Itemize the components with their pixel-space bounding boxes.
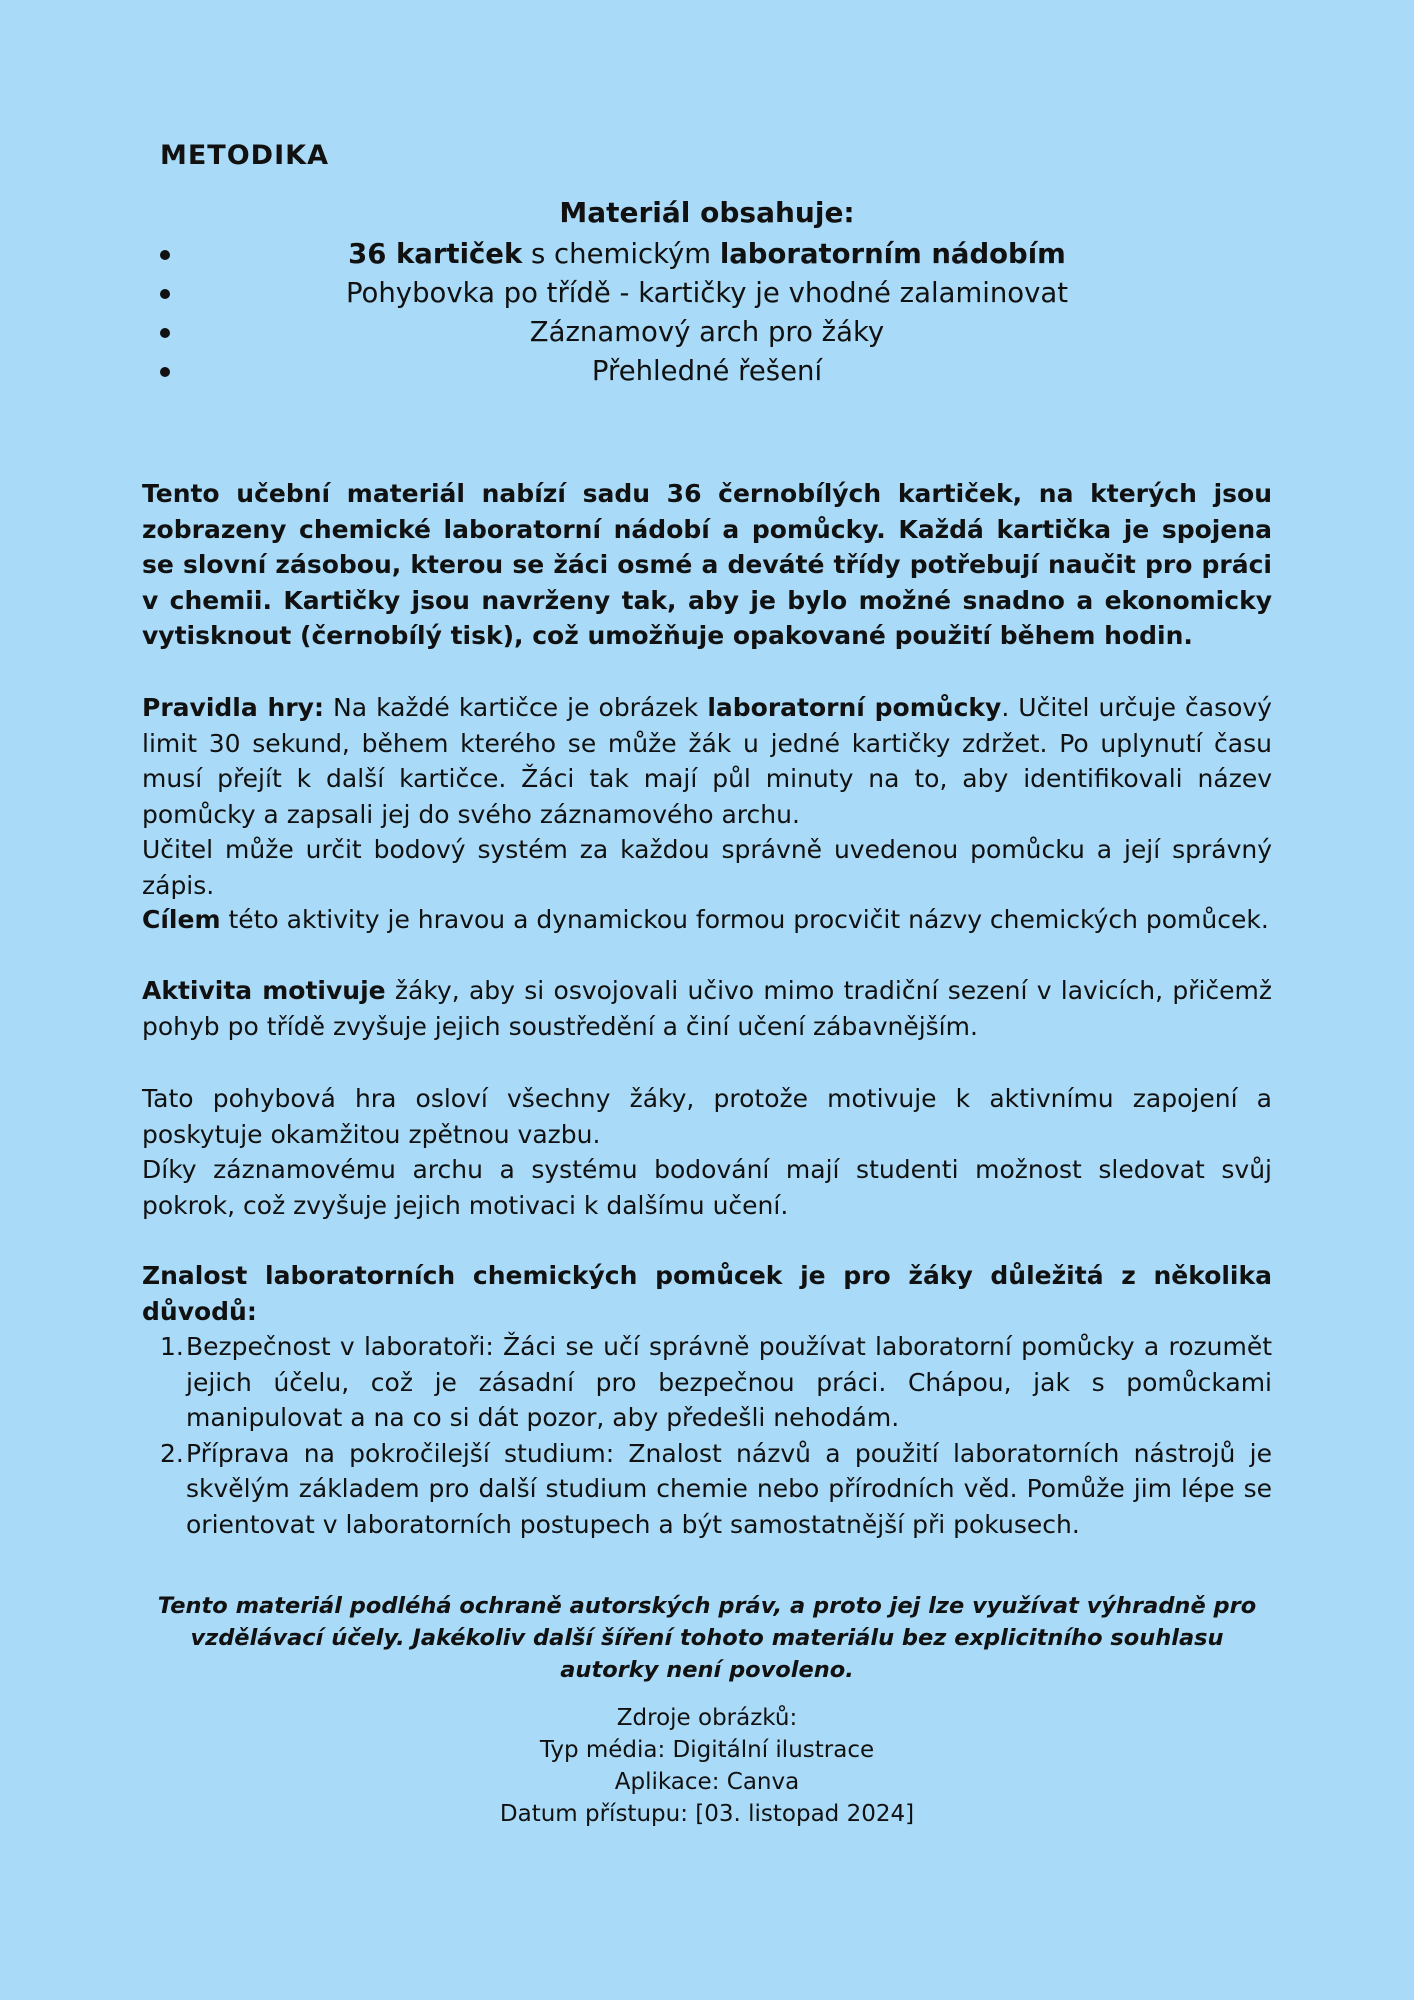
game-section bbox=[142, 1081, 1272, 1223]
bullet-icon bbox=[160, 289, 170, 299]
intro-text: Tento učební materiál nabízí sadu 36 černobílých kartiček, na kterých jsou zobrazeny chemické laboratorní nádobí a pomůcky. Každá kartička je spojena se slovní zásobou, kterou se žáci osmé a deváté třídy potřebují naučit pro práci v chemii. Kartičky jsou navrženy tak, aby je bylo možné snadno a ekonomicky vytisknout (černobílý tisk), což umožňuje opakované použití během hodin. bbox=[142, 479, 1272, 650]
reasons-item-text: Příprava na pokročilejší studium: Znalost názvů a použití laboratorních nástrojů je skvělým základem pro další studium chemie nebo přírodních věd. Pomůže jim lépe se orientovat v laboratorních postupech a být samostatnější při pokusech. bbox=[186, 1438, 1272, 1539]
contents-section bbox=[160, 196, 1254, 391]
contents-item-movement-text: Pohybovka po třídě - kartičky je vhodné zalaminovat bbox=[345, 277, 1069, 309]
goal-section bbox=[142, 902, 1272, 938]
contents-item-record-sheet-text: Záznamový arch pro žáky bbox=[529, 316, 885, 348]
contents-item-solution-text: Přehledné řešení bbox=[591, 355, 823, 387]
goal-paragraph bbox=[142, 902, 1272, 938]
bullet-icon bbox=[160, 367, 170, 377]
contents-item-cards-topic: laboratorním nádobím bbox=[719, 238, 1066, 270]
contents-title: Materiál obsahuje: bbox=[559, 196, 855, 229]
goal-text: této aktivity je hravou a dynamickou formou procvičit názvy chemických pomůcek. bbox=[220, 905, 1269, 934]
rules-text-2: . Učitel určuje časový limit 30 sekund, během kterého se může žák u jedné kartičky zdržet. Po uplynutí času musí přejít k další kartičce. Žáci tak mají půl minuty na to, aby identifikovali název pomůcky a zapsali jej do svého záznamového archu. bbox=[142, 693, 1272, 829]
rules-label: Pravidla hry: bbox=[142, 693, 324, 722]
contents-item-solution bbox=[160, 352, 1254, 391]
reasons-item-text: Bezpečnost v laboratoři: Žáci se učí správně používat laboratorní pomůcky a rozumět jejich účelu, což je zásadní pro bezpečnou práci. Chápou, jak s pomůckami manipulovat a na co si dát pozor, aby předešli nehodám. bbox=[186, 1332, 1272, 1432]
sources-access-date: Datum přístupu: [03. listopad 2024] bbox=[499, 1801, 915, 1827]
contents-item-cards bbox=[160, 235, 1254, 274]
goal-label: Cílem bbox=[142, 905, 221, 934]
contents-item-record-sheet bbox=[160, 313, 1254, 352]
sources-media-type: Typ média: Digitální ilustrace bbox=[539, 1737, 875, 1763]
bullet-icon bbox=[160, 250, 170, 260]
contents-item-cards-text: s chemickým bbox=[522, 238, 720, 270]
sources-application: Aplikace: Canva bbox=[614, 1769, 800, 1795]
rules-scoring-text: Učitel může určit bodový systém za každou správně uvedenou pomůcku a její správný zápis. bbox=[142, 835, 1272, 900]
reasons-item-number: 1. bbox=[160, 1332, 184, 1361]
motivation-section bbox=[142, 973, 1272, 1044]
reasons-title: Znalost laboratorních chemických pomůcek je pro žáky důležitá z několika důvodů: bbox=[142, 1261, 1272, 1326]
copyright-notice: Tento materiál podléhá ochraně autorských práv, a proto jej lze využívat výhradně pro vzdělávací účely. Jakékoliv další šíření tohoto materiálu bez explicitního souhlasu autorky není povoleno. bbox=[157, 1593, 1257, 1683]
reasons-list bbox=[142, 1329, 1272, 1542]
game-paragraph-2: Díky záznamovému archu a systému bodování mají studenti možnost sledovat svůj pokrok, což zvyšuje jejich motivaci k dalšímu učení. bbox=[142, 1155, 1272, 1220]
reasons-item bbox=[142, 1329, 1272, 1436]
sources-title: Zdroje obrázků: bbox=[616, 1705, 798, 1731]
bullet-icon bbox=[160, 328, 170, 338]
motivation-label: Aktivita motivuje bbox=[142, 976, 386, 1005]
intro-paragraph bbox=[142, 476, 1272, 654]
game-paragraph-1: Tato pohybová hra osloví všechny žáky, protože motivuje k aktivnímu zapojení a poskytuje okamžitou zpětnou vazbu. bbox=[142, 1084, 1272, 1149]
rules-paragraph bbox=[142, 690, 1272, 832]
rules-section bbox=[142, 690, 1272, 903]
contents-list bbox=[160, 235, 1254, 391]
page-heading: METODIKA bbox=[160, 140, 329, 171]
contents-item-cards-count: 36 kartiček bbox=[348, 238, 523, 270]
rules-text-1: Na každé kartičce je obrázek bbox=[323, 693, 708, 722]
reasons-item bbox=[142, 1436, 1272, 1543]
motivation-text: žáky, aby si osvojovali učivo mimo tradiční sezení v lavicích, přičemž pohyb po třídě zvyšuje jejich soustředění a činí učení zábavnějším. bbox=[142, 976, 1273, 1041]
reasons-item-number: 2. bbox=[160, 1438, 184, 1468]
image-sources bbox=[142, 1702, 1272, 1830]
motivation-paragraph bbox=[142, 973, 1272, 1044]
reasons-section bbox=[142, 1258, 1272, 1542]
rules-bold-term: laboratorní pomůcky bbox=[707, 693, 1002, 722]
contents-item-movement bbox=[160, 274, 1254, 313]
